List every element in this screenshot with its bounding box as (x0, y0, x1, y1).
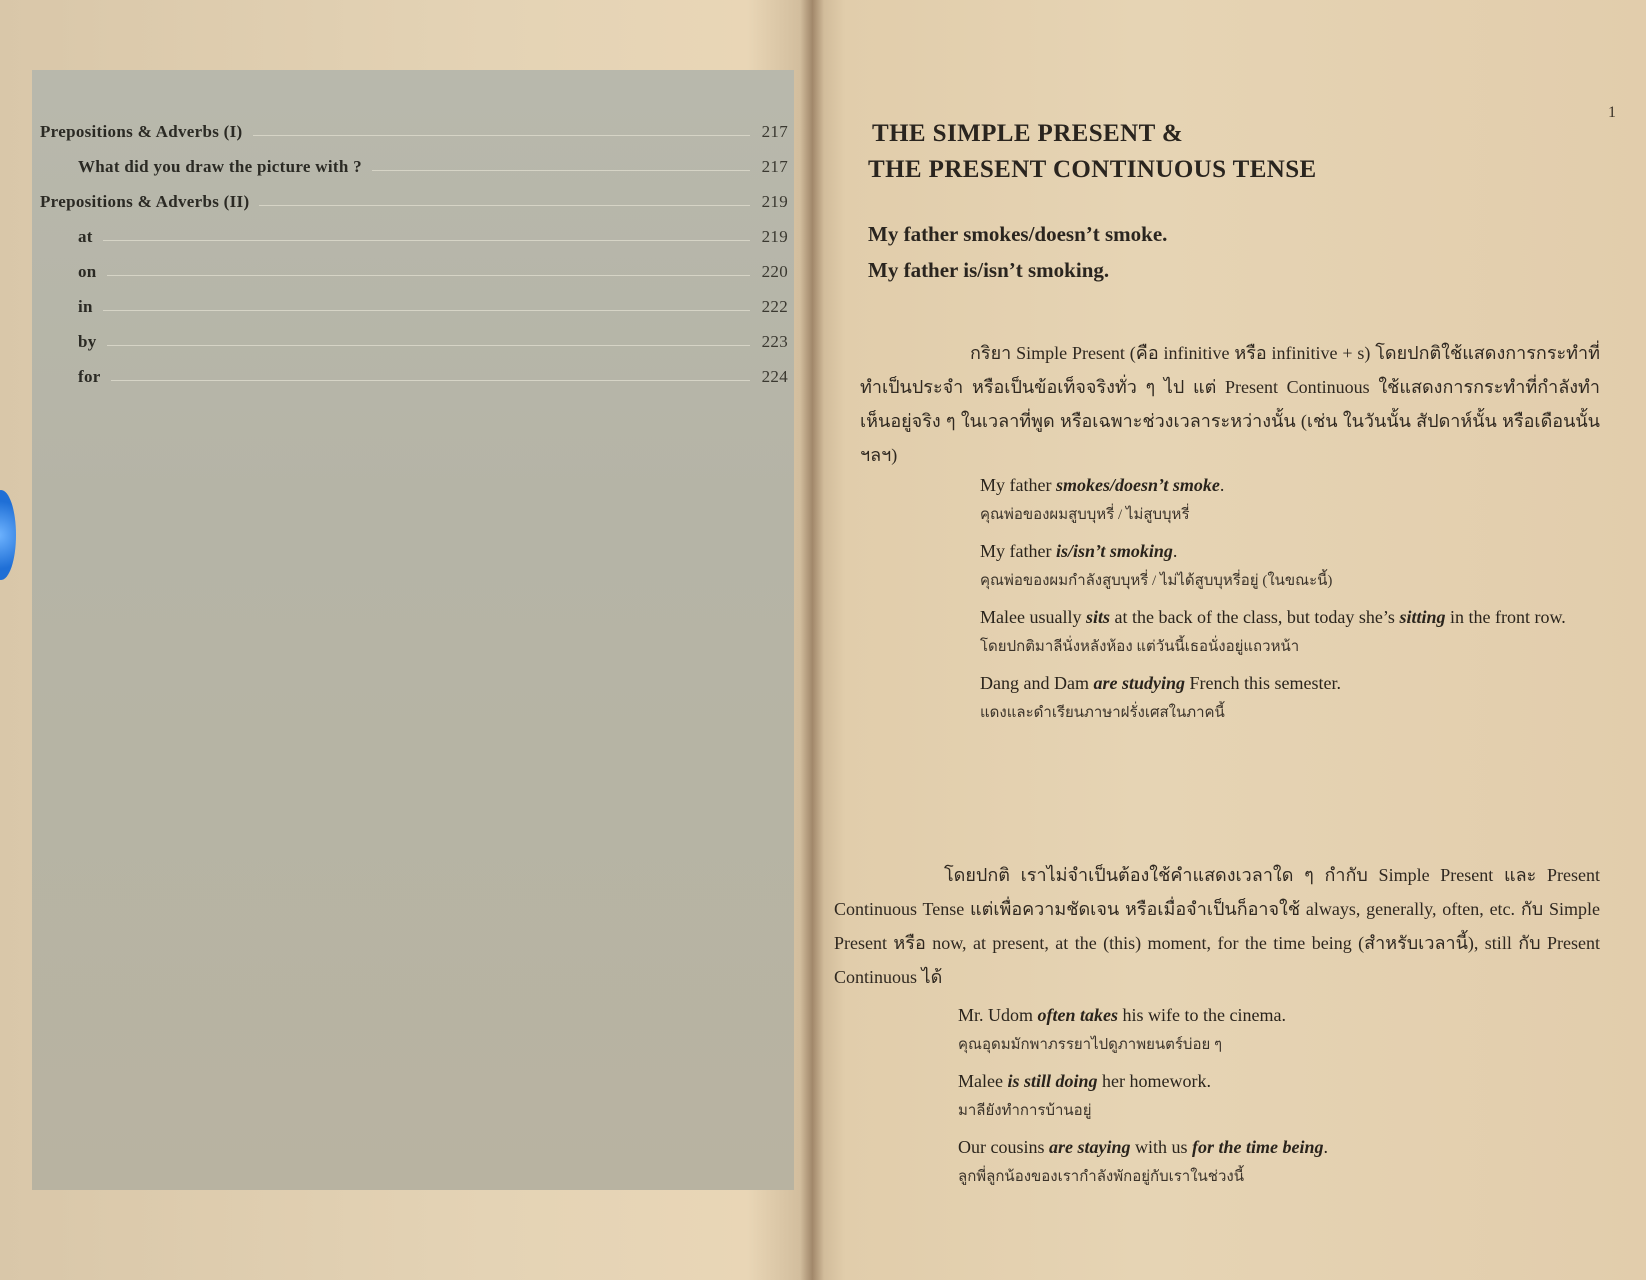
example-thai-translation: โดยปกติมาลีนั่งหลังห้อง แต่วันนี้เธอนั่งอยู่แถวหน้า (980, 639, 1300, 655)
toc-page-number: 222 (761, 297, 788, 316)
toc-leader-line (111, 380, 750, 381)
example-thai-translation: คุณพ่อของผมสูบบุหรี่ / ไม่สูบบุหรี่ (980, 507, 1190, 523)
toc-entry (32, 217, 794, 247)
example-sentence (980, 470, 1600, 500)
toc-entry (32, 287, 794, 317)
example-text: Malee usually (980, 607, 1086, 627)
toc-page-number: 220 (761, 262, 788, 281)
examples-1 (980, 470, 1600, 734)
example-text: with us (1130, 1137, 1193, 1157)
example-sentence (958, 1066, 1598, 1096)
example-text: My father (980, 475, 1056, 495)
example-text: Malee (958, 1071, 1008, 1091)
example-text: his wife to the cinema. (1118, 1005, 1286, 1025)
toc-label: for (78, 367, 101, 386)
example-text: in the front row. (1445, 607, 1566, 627)
paragraph-2: โดยปกติ เราไม่จำเป็นต้องใช้คำแสดงเวลาใด ๆ กำกับ Simple Present และ Present Continuous Tense แต่เพื่อความชัดเจน หรือเมื่อจำเป็นก็อาจใช้ always, generally, often, etc. กับ Simple Present หรือ now, at present, at the (this) moment, for the time being (สำหรับเวลานี้), still กับ Present Continuous ได้ (834, 865, 1600, 987)
example-text: French this semester. (1184, 673, 1341, 693)
chapter-title-line1: THE SIMPLE PRESENT & (872, 120, 1184, 147)
toc-page-number: 217 (761, 157, 788, 176)
example-sentence (980, 536, 1600, 566)
example-emphasis: is/isn’t smoking (1055, 541, 1173, 561)
toc-label: What did you draw the picture with ? (78, 157, 362, 176)
toc-page-number: 217 (761, 122, 788, 141)
headline-2: My father is/isn’t smoking. (868, 258, 1110, 282)
toc-entry (32, 112, 794, 142)
example-text: . (1172, 541, 1178, 561)
toc-entry (32, 357, 794, 387)
book-gutter (800, 0, 824, 1280)
example-thai-translation: ลูกพี่ลูกน้องของเรากำลังพักอยู่กับเราในช่วงนี้ (958, 1169, 1244, 1185)
example-thai-translation: คุณพ่อของผมกำลังสูบบุหรี่ / ไม่ได้สูบบุหรี่อยู่ (ในขณะนี้) (980, 573, 1333, 589)
toc-page-number: 219 (761, 227, 788, 246)
right-page (812, 0, 1646, 1280)
example-thai-translation: แดงและดำเรียนภาษาฝรั่งเศสในภาคนี้ (980, 705, 1225, 721)
toc-panel (32, 70, 794, 1190)
toc-leader-line (107, 345, 750, 346)
headline-1: My father smokes/doesn’t smoke. (868, 222, 1168, 246)
examples-2 (958, 1000, 1598, 1198)
toc-label: Prepositions & Adverbs (I) (40, 122, 243, 141)
example-sentence (958, 1000, 1598, 1030)
example-thai-translation: คุณอุดมมักพาภรรยาไปดูภาพยนตร์บ่อย ๆ (958, 1037, 1223, 1053)
page-number: 1 (1608, 104, 1616, 121)
example-emphasis: sitting (1399, 607, 1446, 627)
toc-page-number: 219 (761, 192, 788, 211)
toc-entry (32, 147, 794, 177)
toc-leader-line (107, 275, 750, 276)
example-emphasis: often takes (1037, 1005, 1119, 1025)
example-emphasis: sits (1085, 607, 1110, 627)
toc-entry (32, 182, 794, 212)
left-page (0, 0, 812, 1280)
toc-entry (32, 252, 794, 282)
example-sentence (958, 1132, 1598, 1162)
example-sentence (980, 668, 1600, 698)
example-text: Our cousins (958, 1137, 1049, 1157)
toc-leader-line (103, 240, 750, 241)
example-text: at the back of the class, but today she’s (1110, 607, 1400, 627)
toc-leader-line (103, 310, 750, 311)
toc-leader-line (372, 170, 750, 171)
toc-label: at (78, 227, 93, 246)
toc-leader-line (259, 205, 750, 206)
toc-page-number: 223 (761, 332, 788, 351)
example-emphasis: are studying (1093, 673, 1185, 693)
toc-page-number: 224 (761, 367, 788, 386)
toc-label: Prepositions & Adverbs (II) (40, 192, 250, 211)
example-text: . (1323, 1137, 1329, 1157)
example-thai-translation: มาลียังทำการบ้านอยู่ (958, 1103, 1092, 1119)
example-text: Dang and Dam (980, 673, 1094, 693)
toc-label: by (78, 332, 97, 351)
example-emphasis: is still doing (1007, 1071, 1098, 1091)
example-emphasis: for the time being (1192, 1137, 1324, 1157)
example-text: Mr. Udom (958, 1005, 1038, 1025)
example-sentence (980, 602, 1600, 632)
example-emphasis: are staying (1049, 1137, 1131, 1157)
paragraph-1: กริยา Simple Present (คือ infinitive หรือ infinitive + s) โดยปกติใช้แสดงการกระทำที่ทำเป็นประจำ หรือเป็นข้อเท็จจริงทั่ว ๆ ไป แต่ Present Continuous ใช้แสดงการกระทำที่กำลังทำเห็นอยู่จริง ๆ ในเวลาที่พูด หรือเฉพาะช่วงเวลาระหว่างนั้น (เช่น ในวันนั้น สัปดาห์นั้น หรือเดือนนั้น ฯลฯ) (860, 343, 1600, 465)
toc-leader-line (253, 135, 750, 136)
example-text: . (1219, 475, 1225, 495)
blue-bookmark (0, 490, 16, 580)
example-emphasis: smokes/doesn’t smoke (1055, 475, 1220, 495)
chapter-title-line2: THE PRESENT CONTINUOUS TENSE (868, 156, 1317, 183)
example-text: My father (980, 541, 1056, 561)
toc-label: on (78, 262, 97, 281)
example-text: her homework. (1097, 1071, 1211, 1091)
toc-label: in (78, 297, 93, 316)
toc-entry (32, 322, 794, 352)
